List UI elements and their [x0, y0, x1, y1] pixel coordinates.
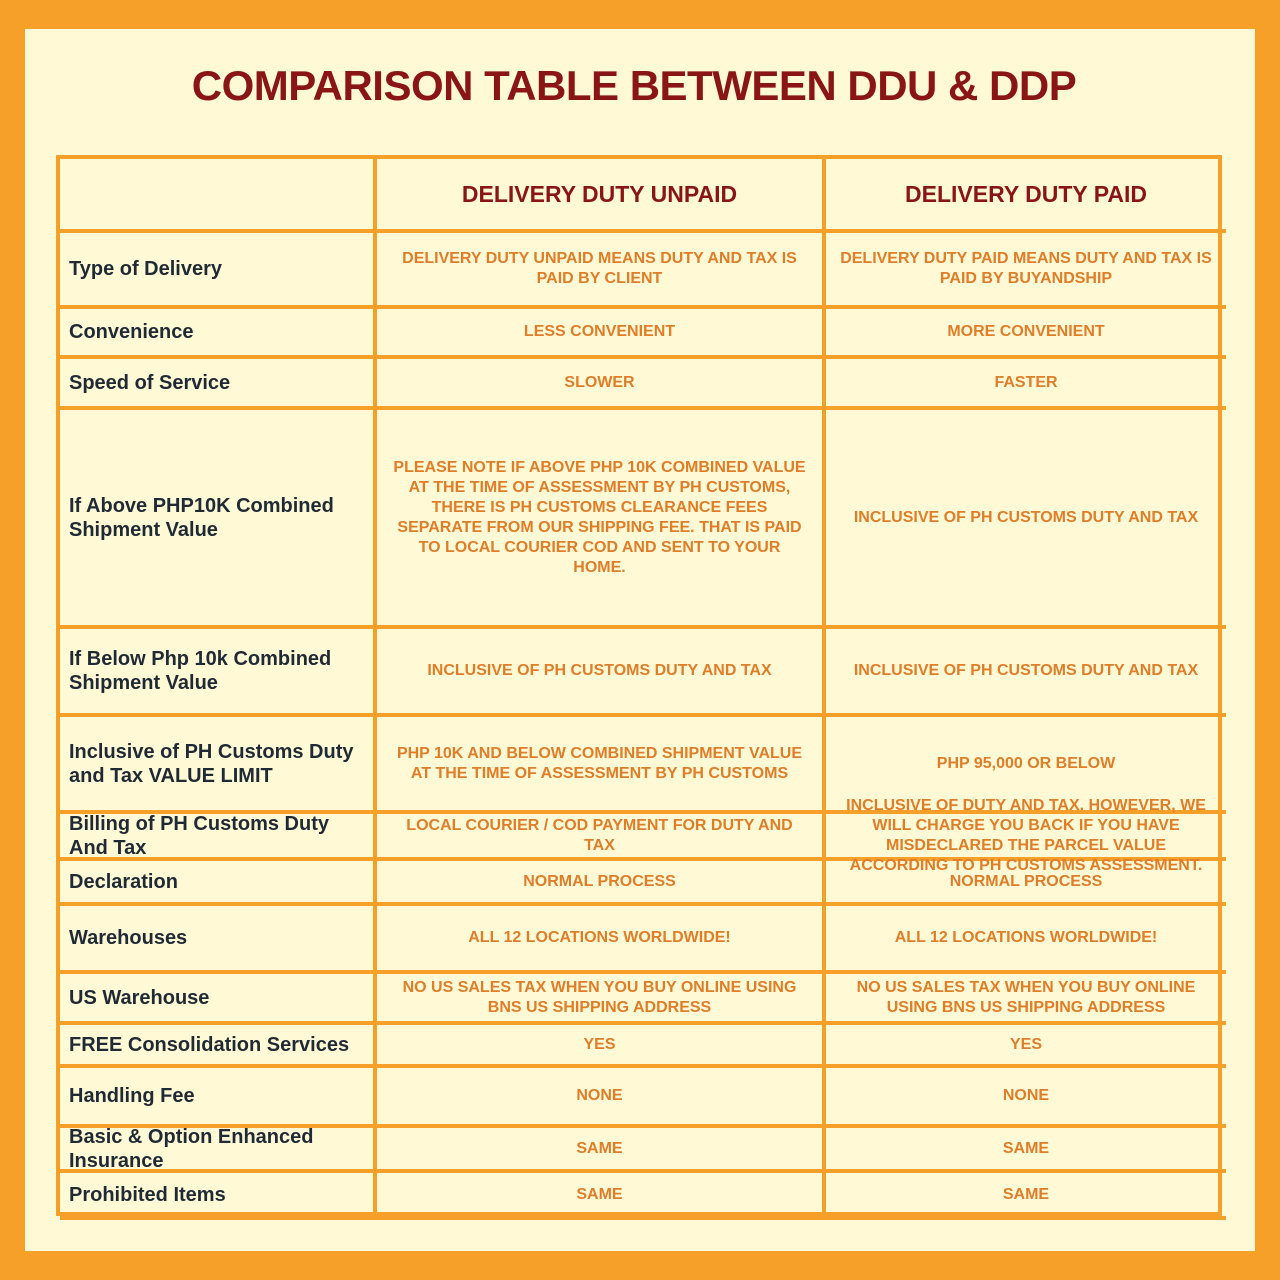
row-ddp-value: NO US SALES TAX WHEN YOU BUY ONLINE USING BNS US SHIPPING ADDRESS: [826, 974, 1226, 1025]
row-label: If Below Php 10k Combined Shipment Value: [60, 629, 377, 717]
row-ddu-value: SLOWER: [377, 359, 826, 410]
row-ddu-value: PHP 10K AND BELOW COMBINED SHIPMENT VALUE AT THE TIME OF ASSESSMENT BY PH CUSTOMS: [377, 717, 826, 814]
header-ddp: DELIVERY DUTY PAID: [826, 159, 1226, 233]
row-label: If Above PHP10K Combined Shipment Value: [60, 410, 377, 629]
row-ddp-value: SAME: [826, 1128, 1226, 1173]
row-label: Declaration: [60, 861, 377, 906]
header-blank-cell: [60, 159, 377, 233]
row-label: Prohibited Items: [60, 1173, 377, 1220]
row-ddu-value: LOCAL COURIER / COD PAYMENT FOR DUTY AND TAX: [377, 814, 826, 861]
row-ddp-value: ALL 12 LOCATIONS WORLDWIDE!: [826, 906, 1226, 974]
row-ddu-value: DELIVERY DUTY UNPAID MEANS DUTY AND TAX IS PAID BY CLIENT: [377, 233, 826, 309]
row-label: FREE Consolidation Services: [60, 1025, 377, 1068]
page-title: COMPARISON TABLE BETWEEN DDU & DDP: [191, 62, 1077, 109]
row-ddp-value: YES: [826, 1025, 1226, 1068]
row-label: US Warehouse: [60, 974, 377, 1025]
row-label: Speed of Service: [60, 359, 377, 410]
row-ddp-value: MORE CONVENIENT: [826, 309, 1226, 359]
row-ddu-value: YES: [377, 1025, 826, 1068]
row-label: Billing of PH Customs Duty And Tax: [60, 814, 377, 861]
row-ddu-value: PLEASE NOTE IF ABOVE PHP 10K COMBINED VALUE AT THE TIME OF ASSESSMENT BY PH CUSTOMS, THERE IS PH CUSTOMS CLEARANCE FEES SEPARATE FROM OUR SHIPPING FEE. THAT IS PAID TO LOCAL COURIER COD AND SENT TO YOUR HOME.: [377, 410, 826, 629]
row-ddp-value: SAME: [826, 1173, 1226, 1220]
row-ddu-value: NORMAL PROCESS: [377, 861, 826, 906]
row-ddu-value: NO US SALES TAX WHEN YOU BUY ONLINE USING BNS US SHIPPING ADDRESS: [377, 974, 826, 1025]
row-ddp-value: INCLUSIVE OF PH CUSTOMS DUTY AND TAX: [826, 629, 1226, 717]
row-label: Type of Delivery: [60, 233, 377, 309]
comparison-table: [56, 155, 1222, 1216]
row-ddp-value: INCLUSIVE OF PH CUSTOMS DUTY AND TAX: [826, 410, 1226, 629]
row-label: Basic & Option Enhanced Insurance: [60, 1128, 377, 1173]
row-ddp-value: INCLUSIVE OF DUTY AND TAX. HOWEVER, WE WILL CHARGE YOU BACK IF YOU HAVE MISDECLARED THE PARCEL VALUE ACCORDING TO PH CUSTOMS ASSESSMENT.: [826, 814, 1226, 861]
row-ddp-value: FASTER: [826, 359, 1226, 410]
row-ddu-value: SAME: [377, 1173, 826, 1220]
row-ddu-value: LESS CONVENIENT: [377, 309, 826, 359]
row-ddp-value: NORMAL PROCESS: [826, 861, 1226, 906]
row-ddp-value: DELIVERY DUTY PAID MEANS DUTY AND TAX IS PAID BY BUYANDSHIP: [826, 233, 1226, 309]
row-label: Warehouses: [60, 906, 377, 974]
row-ddp-value: NONE: [826, 1068, 1226, 1128]
row-ddp-value: PHP 95,000 OR BELOW: [826, 717, 1226, 814]
row-label: Inclusive of PH Customs Duty and Tax VALUE LIMIT: [60, 717, 377, 814]
row-label: Handling Fee: [60, 1068, 377, 1128]
row-ddu-value: ALL 12 LOCATIONS WORLDWIDE!: [377, 906, 826, 974]
row-label: Convenience: [60, 309, 377, 359]
row-ddu-value: SAME: [377, 1128, 826, 1173]
header-ddu: DELIVERY DUTY UNPAID: [377, 159, 826, 233]
row-ddu-value: NONE: [377, 1068, 826, 1128]
row-ddu-value: INCLUSIVE OF PH CUSTOMS DUTY AND TAX: [377, 629, 826, 717]
